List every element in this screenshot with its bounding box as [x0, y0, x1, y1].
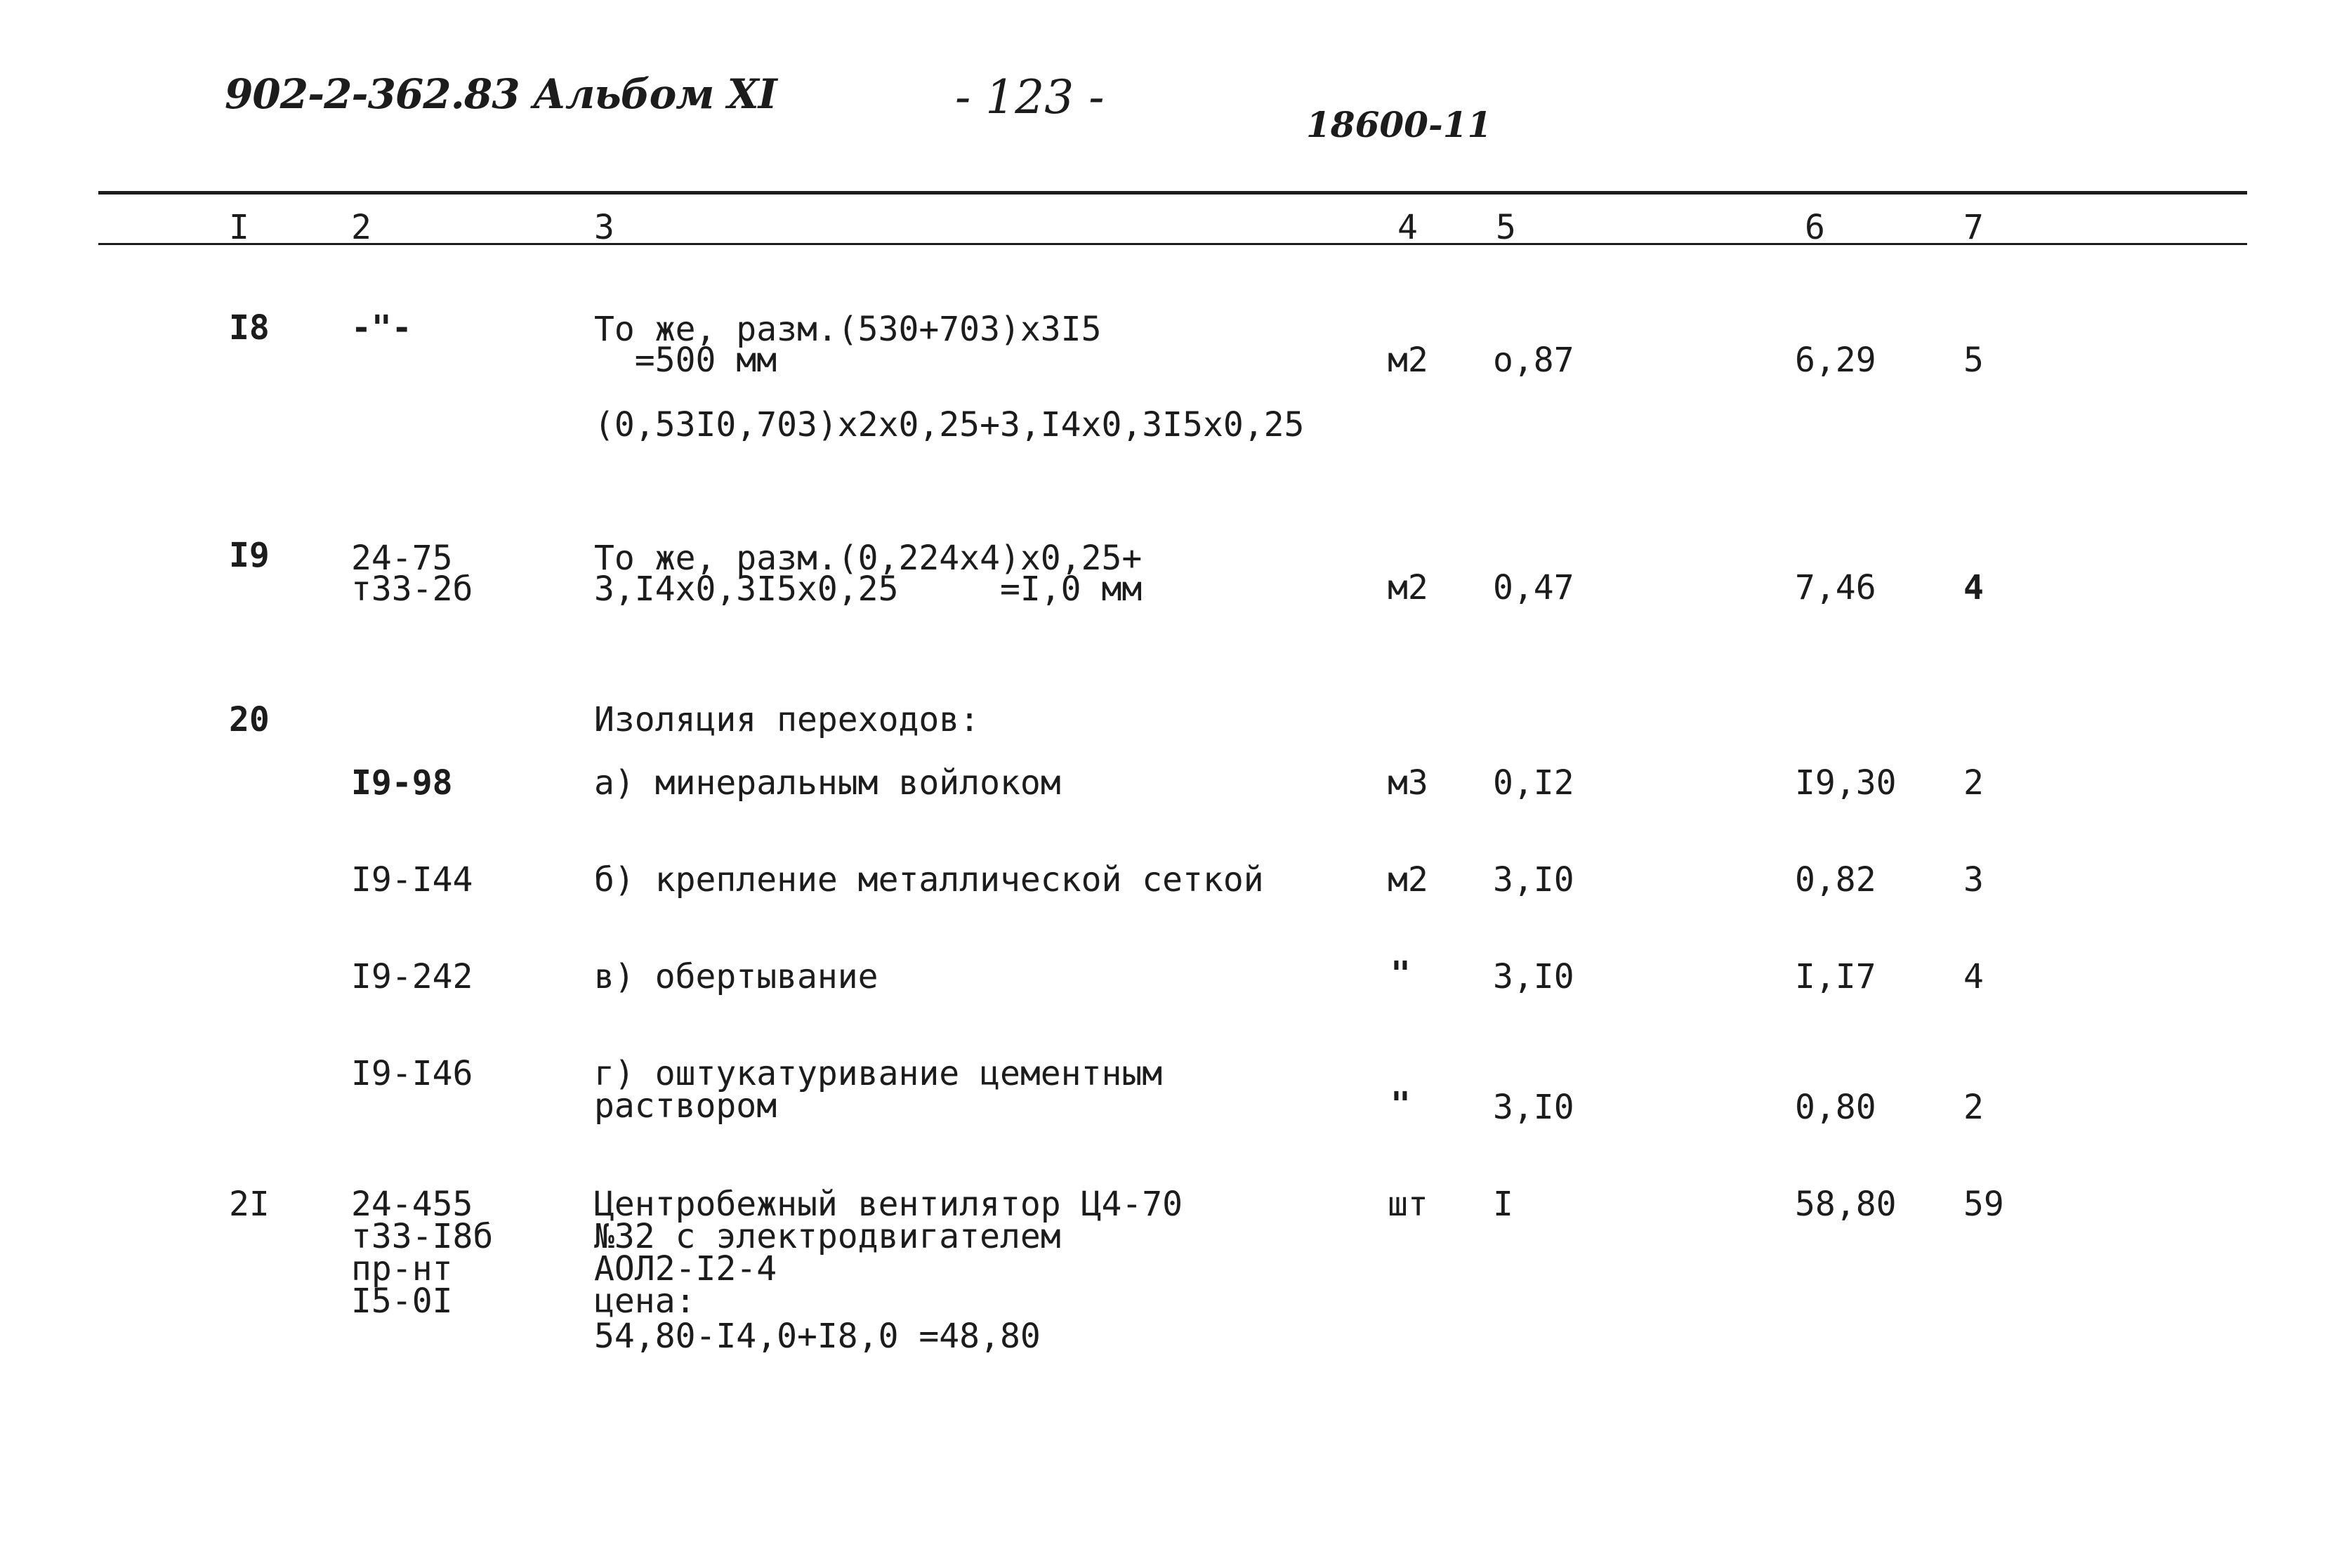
- subitem-unit: м3: [1388, 763, 1428, 803]
- subitem-total: 2: [1963, 763, 1984, 803]
- document-code: 902-2-362.83 Альбом XI: [225, 70, 777, 118]
- row-description-line: 54,80-I4,0+I8,0 =48,80: [594, 1317, 1041, 1356]
- subitem-quantity: 0,I2: [1493, 763, 1574, 803]
- subitem-description: б) крепление металлической сеткой: [594, 860, 1264, 900]
- row-number: I8: [229, 308, 270, 348]
- column-header-5: 5: [1496, 208, 1516, 247]
- row-number: 20: [229, 700, 270, 739]
- subitem-code: I9-98: [351, 763, 453, 803]
- row-description-line: Центробежный вентилятор Ц4-70: [594, 1185, 1183, 1224]
- row-price: 6,29: [1795, 341, 1876, 380]
- subitem-total: 4: [1963, 957, 1984, 996]
- column-header-6: 6: [1805, 208, 1825, 247]
- row-code-line: I5-0I: [351, 1282, 453, 1321]
- subitem-unit: ": [1390, 1085, 1411, 1124]
- row-description-line: =500 мм: [594, 341, 777, 380]
- subitem-quantity: 3,I0: [1493, 1088, 1574, 1127]
- row-code-line: 24-455: [351, 1185, 473, 1224]
- row-total: 59: [1963, 1185, 2004, 1224]
- subitem-description-line: раствором: [594, 1086, 777, 1126]
- row-number: I9: [229, 536, 270, 575]
- row-price: 58,80: [1795, 1185, 1897, 1224]
- subitem-quantity: 3,I0: [1493, 957, 1574, 996]
- subitem-description: в) обертывание: [594, 957, 878, 996]
- table-top-rule: [98, 191, 2247, 195]
- subitem-code: I9-I46: [351, 1054, 473, 1093]
- row-description-line: То же, разм.(0,224x4)x0,25+: [594, 539, 1143, 578]
- row-code-line: т33-I8б: [351, 1217, 494, 1256]
- row-code-line: пр-нт: [351, 1249, 453, 1289]
- column-header-2: 2: [351, 208, 371, 247]
- column-header-4: 4: [1397, 208, 1418, 247]
- subitem-unit: ": [1390, 954, 1411, 994]
- row-description-line: То же, разм.(530+703)x3I5: [594, 310, 1102, 349]
- subitem-description: а) минеральным войлоком: [594, 763, 1061, 803]
- row-description: Изоляция переходов:: [594, 700, 980, 739]
- subitem-quantity: 3,I0: [1493, 860, 1574, 900]
- row-number: 2I: [229, 1185, 270, 1224]
- row-unit: м2: [1388, 341, 1428, 380]
- row-quantity: 0,47: [1493, 568, 1574, 607]
- subitem-price: I,I7: [1795, 957, 1876, 996]
- subitem-total: 2: [1963, 1088, 1984, 1127]
- row-description-line: №32 с электродвигателем: [594, 1217, 1061, 1256]
- page-number: - 123 -: [955, 70, 1105, 124]
- subitem-total: 3: [1963, 860, 1984, 900]
- subitem-price: I9,30: [1795, 763, 1897, 803]
- column-header-1: I: [229, 208, 249, 247]
- row-unit: шт: [1388, 1185, 1428, 1224]
- subitem-code: I9-I44: [351, 860, 473, 900]
- row-quantity: о,87: [1493, 341, 1574, 380]
- row-description-line: 3,I4x0,3I5x0,25 =I,0 мм: [594, 569, 1143, 609]
- column-header-3: 3: [594, 208, 614, 247]
- row-description-line: АОЛ2-I2-4: [594, 1249, 777, 1289]
- row-description-line: цена:: [594, 1282, 696, 1321]
- table-header-rule: [98, 243, 2247, 245]
- row-code-line: т33-2б: [351, 569, 473, 609]
- row-total: 5: [1963, 341, 1984, 380]
- subitem-price: 0,80: [1795, 1088, 1876, 1127]
- subitem-price: 0,82: [1795, 860, 1876, 900]
- row-quantity: I: [1493, 1185, 1513, 1224]
- subitem-unit: м2: [1388, 860, 1428, 900]
- handwritten-number: 18600-11: [1306, 104, 1492, 145]
- row-description-formula: (0,53I0,703)x2x0,25+3,I4x0,3I5x0,25: [594, 405, 1305, 444]
- row-price: 7,46: [1795, 568, 1876, 607]
- subitem-description-line: г) оштукатуривание цементным: [594, 1054, 1163, 1093]
- column-header-7: 7: [1963, 208, 1984, 247]
- row-unit: м2: [1388, 568, 1428, 607]
- row-code-line: 24-75: [351, 539, 453, 578]
- row-total: 4: [1963, 568, 1984, 607]
- subitem-code: I9-242: [351, 957, 473, 996]
- row-code: -"-: [351, 308, 412, 348]
